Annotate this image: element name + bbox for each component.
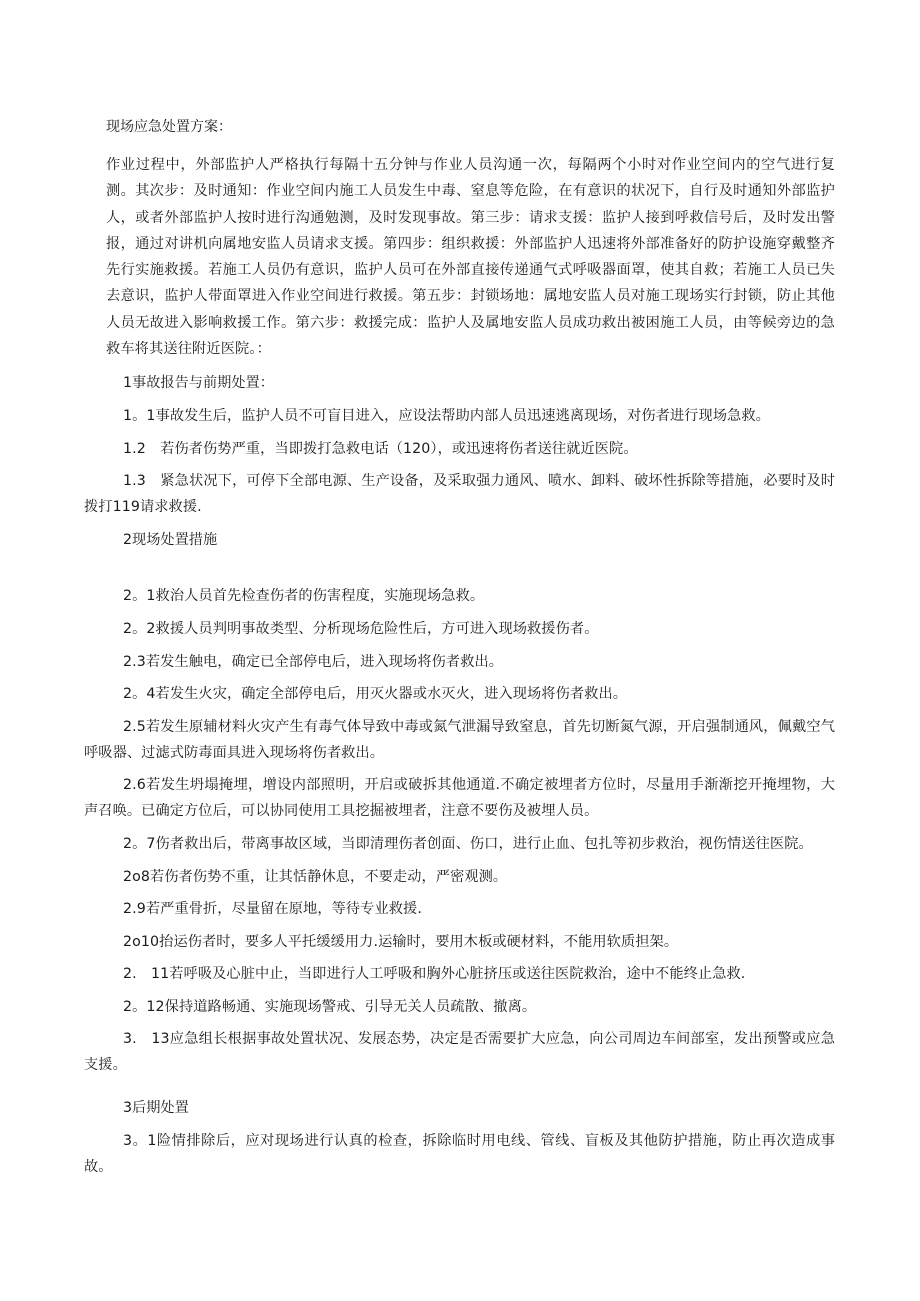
section-3-item: 3。1险情排除后，应对现场进行认真的检查，拆除临时用电线、管线、盲板及其他防护措施，防止再次造成事故。 bbox=[84, 1132, 835, 1175]
intro-paragraph: 作业过程中，外部监护人严格执行每隔十五分钟与作业人员沟通一次，每隔两个小时对作业空间内的空气进行复测。其次步：及时通知：作业空间内施工人员发生中毒、窒息等危险，在有意识的状况下，自行及时通知外部监护人，或者外部监护人按时进行沟通勉测，及时发现事故。第三步：请求支援：监护人接到呼救信号后，及时发出警报，通过对讲机向属地安监人员请求支援。第四步：组织救援：外部监护人迅速将外部准备好的防护设施穿戴整齐先行实施救援。若施工人员仍有意识，监护人员可在外部直接传递通气式呼吸器面罩，使其自救；若施工人员已失去意识，监护人带面罩进入作业空间进行救援。第五步：封锁场地：属地安监人员对施工现场实行封锁，防止其他人员无故进入影响救援工作。第六步：救援完成：监护人及属地安监人员成功救出被困施工人员，由等候旁边的急救车将其送往附近医院。： bbox=[106, 157, 835, 358]
section-2-item: 2.9若严重骨折，尽量留在原地，等待专业救援. bbox=[123, 901, 422, 918]
section-2-item: 2o8若伤者伤势不重，让其恬静休息，不要走动，严密观测。 bbox=[123, 868, 508, 885]
section-2-item: 2。1救治人员首先检查伤者的伤害程度，实施现场急救。 bbox=[123, 588, 485, 605]
section-2-item: 2.5若发生原辅材料火灾产生有毒气体导致中毒或氮气泄漏导致窒息，首先切断氮气源，开启强制通风，佩戴空气呼吸器、过滤式防毒面具进入现场将伤者救出。 bbox=[84, 718, 835, 761]
section-2-item: 2. 11若呼吸及心脏中止，当即进行人工呼吸和胸外心脏挤压或送往医院救治，途中不能终止急救. bbox=[123, 966, 746, 983]
section-1-item: 1.3 紧急状况下，可停下全部电源、生产设备，及采取强力通风、喷水、卸料、破坏性拆除等措施，必要时及时拨打119请求救援. bbox=[84, 473, 835, 516]
section-2-item: 2。12保持道路畅通、实施现场警戒、引导无关人员疏散、撤离。 bbox=[123, 998, 537, 1015]
section-2-title: 2现场处置措施 bbox=[123, 531, 218, 548]
section-2-item: 2。7伤者救出后，带离事故区域，当即清理伤者创面、伤口，进行止血、包扎等初步救治，视伤情送往医院。 bbox=[123, 835, 813, 852]
section-1-item: 1。1事故发生后，监护人员不可盲目进入，应设法帮助内部人员迅速逃离现场，对伤者进行现场急救。 bbox=[123, 407, 770, 424]
section-1-item: 1.2 若伤者伤势严重，当即拨打急救电话（120），或迅速将伤者送往就近医院。 bbox=[123, 440, 638, 457]
section-2-item: 2.3若发生触电，确定已全部停电后，进入现场将伤者救出。 bbox=[123, 653, 504, 670]
section-3-title: 3后期处置 bbox=[123, 1100, 189, 1117]
spacer bbox=[84, 1085, 835, 1095]
section-1-title: 1事故报告与前期处置： bbox=[123, 375, 274, 392]
plan-heading: 现场应急处置方案： bbox=[106, 119, 232, 135]
spacer bbox=[84, 559, 835, 583]
section-2-item: 2o10抬运伤者时，要多人平托缓缓用力.运输时，要用木板或硬材料，不能用软质担架。 bbox=[123, 933, 679, 950]
section-2-item: 2。2救援人员判明事故类型、分析现场危险性后，方可进入现场救援伤者。 bbox=[123, 620, 599, 637]
section-2-item: 2。4若发生火灾，确定全部停电后，用灭火器或水灭火，进入现场将伤者救出。 bbox=[123, 686, 628, 703]
section-2-item: 3. 13应急组长根据事故处置状况、发展态势，决定是否需要扩大应急，向公司周边车间部室，发出预警或应急支援。 bbox=[84, 1031, 835, 1074]
section-2-item: 2.6若发生坍塌掩埋，增设内部照明，开启或破拆其他通道.不确定被埋者方位时，尽量用手渐渐挖开掩埋物，大声召唤。已确定方位后，可以协同使用工具挖掘被埋者，注意不要伤及被埋人员。 bbox=[84, 777, 835, 820]
